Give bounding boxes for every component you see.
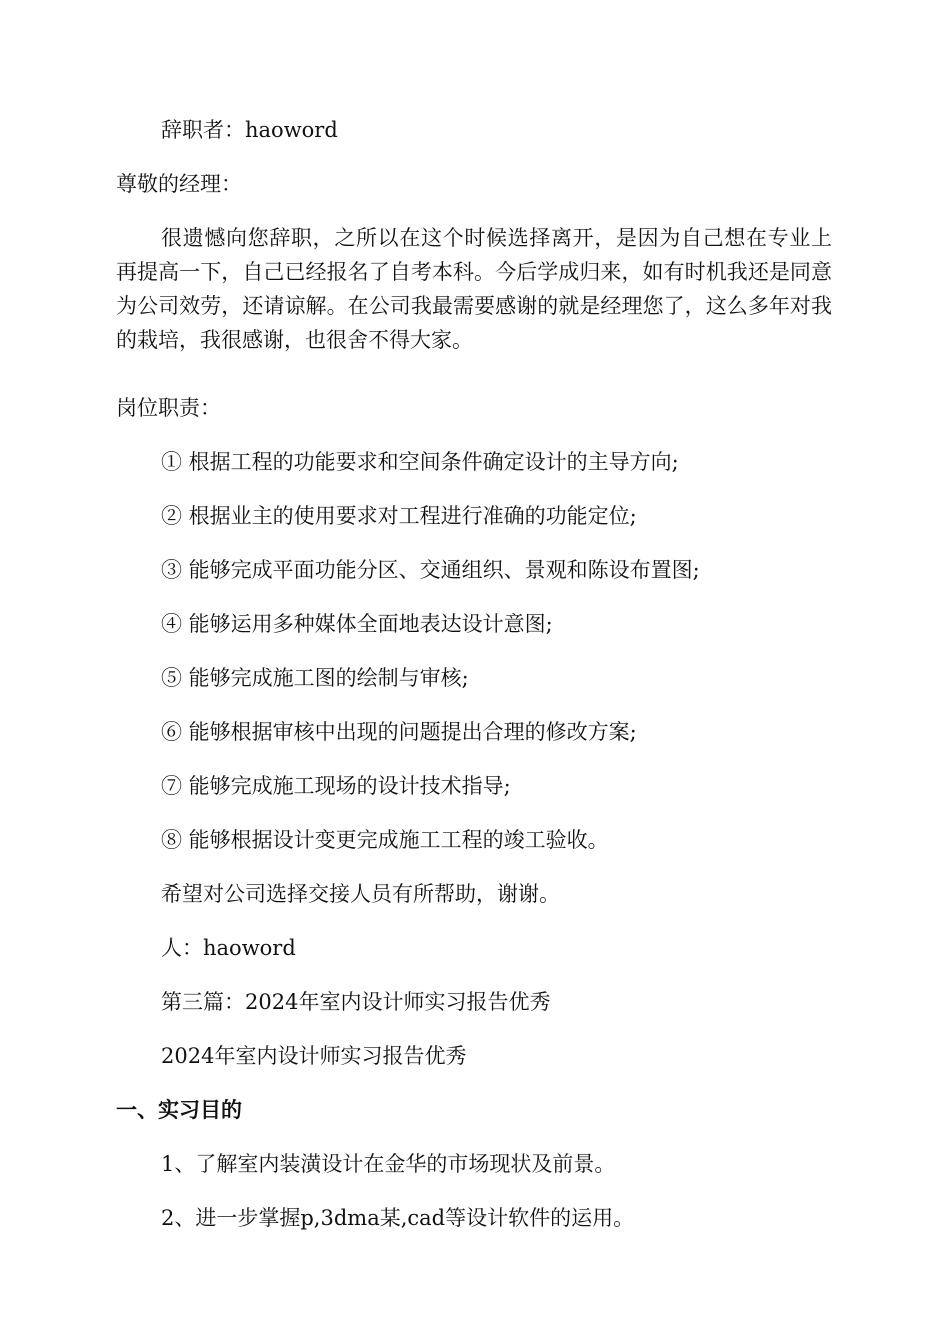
duty-item: ④ 能够运用多种媒体全面地表达设计意图;	[161, 612, 553, 636]
section-heading: 一、实习目的	[116, 1098, 242, 1122]
duty-item: ① 根据工程的功能要求和空间条件确定设计的主导方向;	[161, 450, 679, 474]
duty-item: ⑤ 能够完成施工图的绘制与审核;	[161, 666, 469, 690]
duty-item: ⑥ 能够根据审核中出现的问题提出合理的修改方案;	[161, 720, 637, 744]
objective-item: 2、进一步掌握p,3dma某,cad等设计软件的运用。	[161, 1206, 635, 1230]
resigner-line: 辞职者：haoword	[161, 118, 338, 142]
duties-heading: 岗位职责：	[116, 396, 221, 420]
objective-item: 1、了解室内装潢设计在金华的市场现状及前景。	[161, 1152, 616, 1176]
duty-item: ⑧ 能够根据设计变更完成施工工程的竣工验收。	[161, 828, 609, 852]
duty-item: ⑦ 能够完成施工现场的设计技术指导;	[161, 774, 511, 798]
next-article-title: 第三篇：2024年室内设计师实习报告优秀	[161, 990, 551, 1014]
salutation: 尊敬的经理：	[116, 172, 242, 196]
closing-line: 希望对公司选择交接人员有所帮助，谢谢。	[161, 882, 560, 906]
signature-line: 人：haoword	[161, 936, 296, 960]
body-paragraph: 很遗憾向您辞职，之所以在这个时候选择离开，是因为自己想在专业上再提高一下，自己已经报名了自考本科。今后学成归来，如有时机我还是同意为公司效劳，还请谅解。在公司我最需要感谢的就是经理您了，这么多年对我的栽培，我很感谢，也很舍不得大家。	[116, 226, 832, 352]
duty-item: ② 根据业主的使用要求对工程进行准确的功能定位;	[161, 504, 637, 528]
duty-item: ③ 能够完成平面功能分区、交通组织、景观和陈设布置图;	[161, 558, 700, 582]
report-title: 2024年室内设计师实习报告优秀	[161, 1044, 467, 1068]
